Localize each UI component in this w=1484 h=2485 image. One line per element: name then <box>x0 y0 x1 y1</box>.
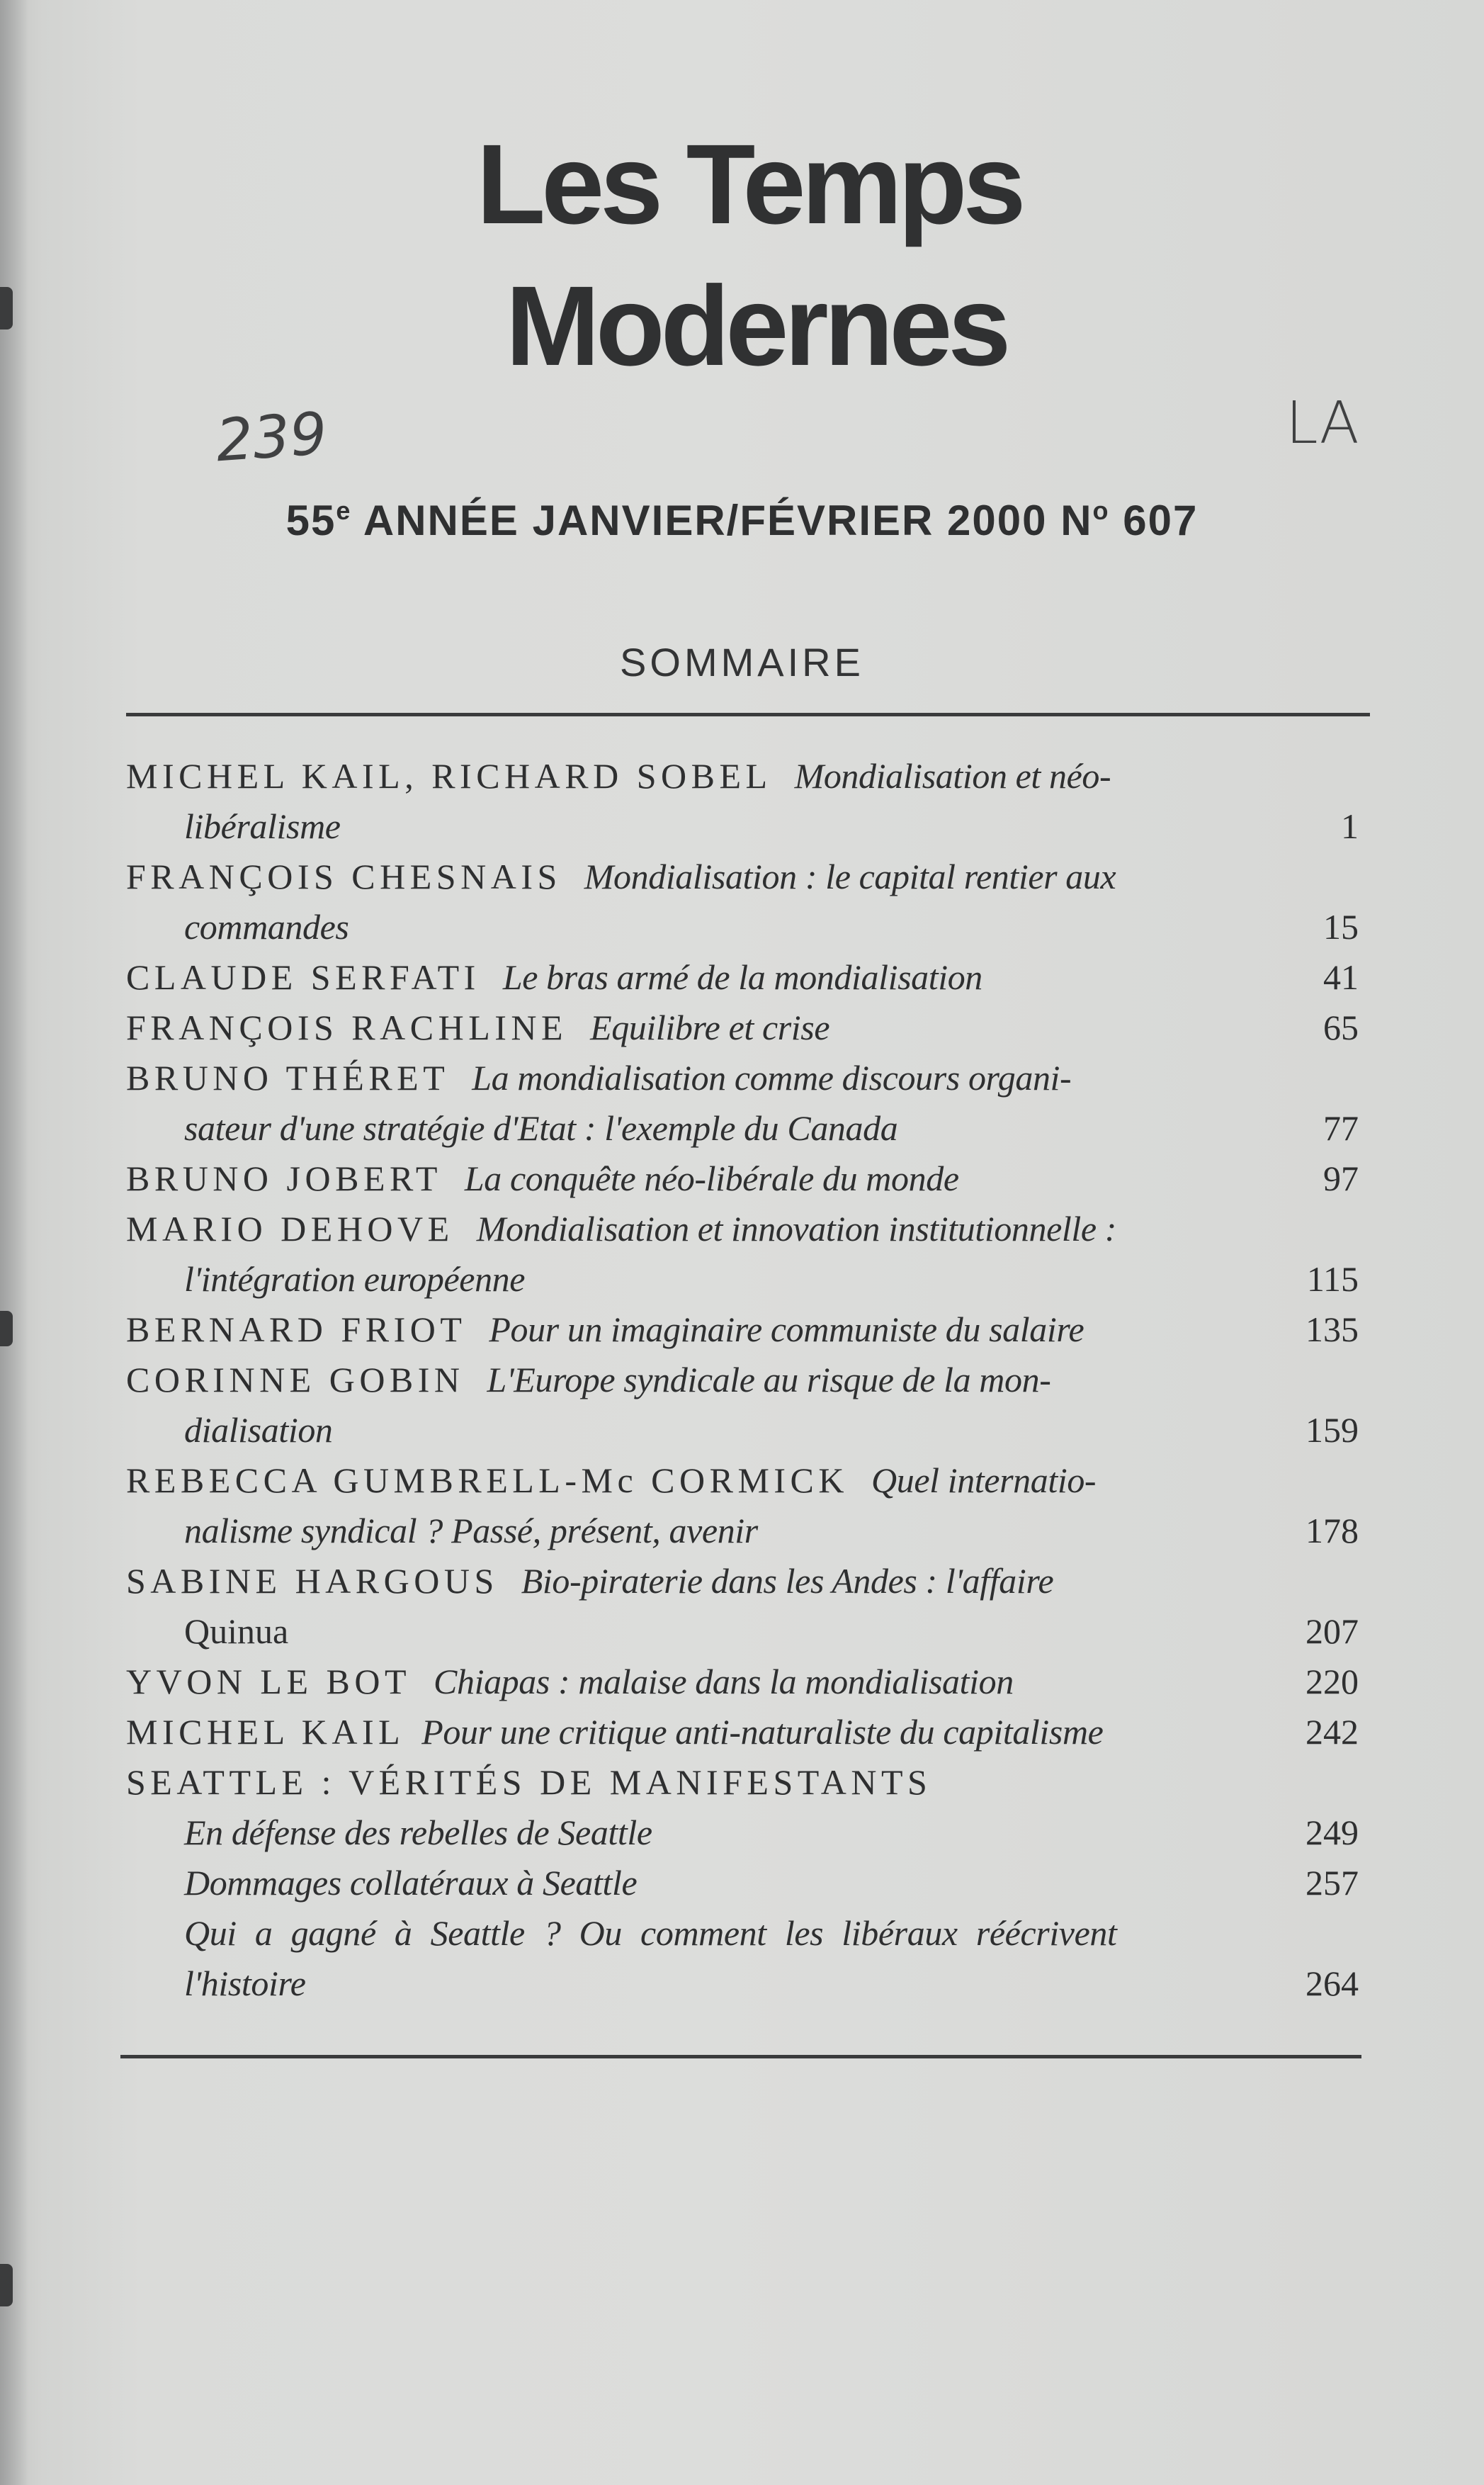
toc-page: 41 <box>1323 957 1359 997</box>
toc-entry <box>126 1455 1359 1556</box>
toc-page: 77 <box>1323 1108 1359 1148</box>
toc-title-cont: nalisme syndical ? Passé, présent, avenir <box>184 1511 758 1550</box>
toc-title-cont: l'intégration européenne <box>184 1259 526 1299</box>
toc-author: YVON LE BOT <box>126 1662 412 1701</box>
toc-author: FRANÇOIS CHESNAIS <box>126 857 562 896</box>
toc-title: Quel internatio- <box>871 1460 1097 1500</box>
toc-title: Chiapas : malaise dans la mondialisation <box>434 1662 1014 1701</box>
toc-title-cont: sateur d'une stratégie d'Etat : l'exemple du Canada <box>184 1108 898 1148</box>
table-of-contents <box>126 751 1359 2009</box>
issue-year-number: 55 <box>285 497 336 544</box>
seattle-section <box>126 1757 1359 2009</box>
toc-entry <box>126 1556 1359 1657</box>
toc-entry <box>126 1355 1359 1455</box>
toc-page: 178 <box>1305 1511 1359 1550</box>
toc-entry <box>126 1053 1359 1154</box>
toc-title: La mondialisation comme discours organi- <box>472 1058 1072 1098</box>
journal-title-line1: Les Temps <box>476 120 1022 247</box>
top-rule <box>126 713 1370 716</box>
toc-entry <box>126 952 1359 1003</box>
toc-author: MICHEL KAIL, RICHARD SOBEL <box>126 756 772 796</box>
toc-entry <box>126 751 1359 852</box>
toc-page: 159 <box>1305 1410 1359 1450</box>
toc-entry <box>126 1003 1359 1053</box>
toc-entry <box>126 1154 1359 1204</box>
toc-page: 1 <box>1341 806 1359 846</box>
toc-entry <box>126 1204 1359 1305</box>
toc-author: MARIO DEHOVE <box>126 1209 454 1249</box>
handwritten-number: 239 <box>213 400 329 475</box>
bottom-rule <box>120 2055 1361 2058</box>
toc-author: BRUNO JOBERT <box>126 1159 442 1198</box>
toc-title: En défense des rebelles de Seattle <box>184 1813 652 1852</box>
seattle-heading: SEATTLE : VÉRITÉS DE MANIFESTANTS <box>126 1762 932 1802</box>
sommaire-heading: SOMMAIRE <box>620 640 864 684</box>
toc-author: CORINNE GOBIN <box>126 1360 465 1399</box>
toc-title: Pour un imaginaire communiste du salaire <box>489 1309 1084 1349</box>
toc-title: Mondialisation et néo- <box>794 756 1111 796</box>
toc-page: 15 <box>1323 907 1359 947</box>
toc-page: 207 <box>1305 1611 1359 1651</box>
toc-title: L'Europe syndicale au risque de la mon- <box>487 1360 1051 1399</box>
toc-title-cont: dialisation <box>184 1410 333 1450</box>
toc-page: 249 <box>1305 1813 1359 1852</box>
toc-page: 135 <box>1305 1309 1359 1349</box>
toc-author: REBECCA GUMBRELL-Mc CORMICK <box>126 1460 849 1500</box>
toc-title-cont: libéralisme <box>184 806 341 846</box>
edge-mark <box>0 2264 13 2306</box>
toc-title: Pour une critique anti-naturaliste du capitalisme <box>421 1712 1104 1752</box>
toc-title: Mondialisation : le capital rentier aux <box>584 857 1116 896</box>
toc-entry <box>126 1305 1359 1355</box>
toc-title: Dommages collatéraux à Seattle <box>184 1863 638 1903</box>
toc-title: La conquête néo-libérale du monde <box>464 1159 959 1198</box>
toc-title: Qui a gagné à Seattle ? Ou comment les libéraux réécrivent <box>184 1913 1117 1953</box>
toc-page: 65 <box>1323 1008 1359 1047</box>
issue-number: 607 <box>1109 497 1199 544</box>
toc-author: BRUNO THÉRET <box>126 1058 450 1098</box>
toc-page: 97 <box>1323 1159 1359 1198</box>
toc-page: 257 <box>1305 1863 1359 1903</box>
toc-page: 242 <box>1305 1712 1359 1752</box>
toc-author: SABINE HARGOUS <box>126 1561 499 1601</box>
toc-author: CLAUDE SERFATI <box>126 957 480 997</box>
toc-title: Le bras armé de la mondialisation <box>502 957 982 997</box>
handwritten-initials: LA <box>1286 390 1359 457</box>
toc-title: Mondialisation et innovation institutionnelle : <box>476 1209 1117 1249</box>
toc-author: MICHEL KAIL <box>126 1712 405 1752</box>
toc-title-cont: l'histoire <box>184 1963 306 2003</box>
toc-page: 264 <box>1305 1963 1359 2003</box>
journal-title-line2: Modernes <box>505 262 1007 389</box>
issue-year-sup: e <box>336 496 352 525</box>
issue-date: ANNÉE JANVIER/FÉVRIER 2000 N <box>351 497 1093 544</box>
toc-entry <box>126 1657 1359 1707</box>
toc-title-cont: commandes <box>184 907 349 947</box>
toc-entry <box>126 852 1359 952</box>
toc-title: Equilibre et crise <box>590 1008 830 1047</box>
toc-entry <box>126 1707 1359 1757</box>
toc-title: Bio-piraterie dans les Andes : l'affaire <box>521 1561 1054 1601</box>
toc-title-cont: Quinua <box>184 1611 289 1651</box>
edge-mark <box>0 1311 13 1346</box>
toc-page: 220 <box>1305 1662 1359 1701</box>
toc-author: FRANÇOIS RACHLINE <box>126 1008 568 1047</box>
issue-no-sup: o <box>1092 496 1110 525</box>
toc-author: BERNARD FRIOT <box>126 1309 467 1349</box>
toc-page: 115 <box>1306 1259 1359 1299</box>
issue-line <box>0 496 1484 545</box>
